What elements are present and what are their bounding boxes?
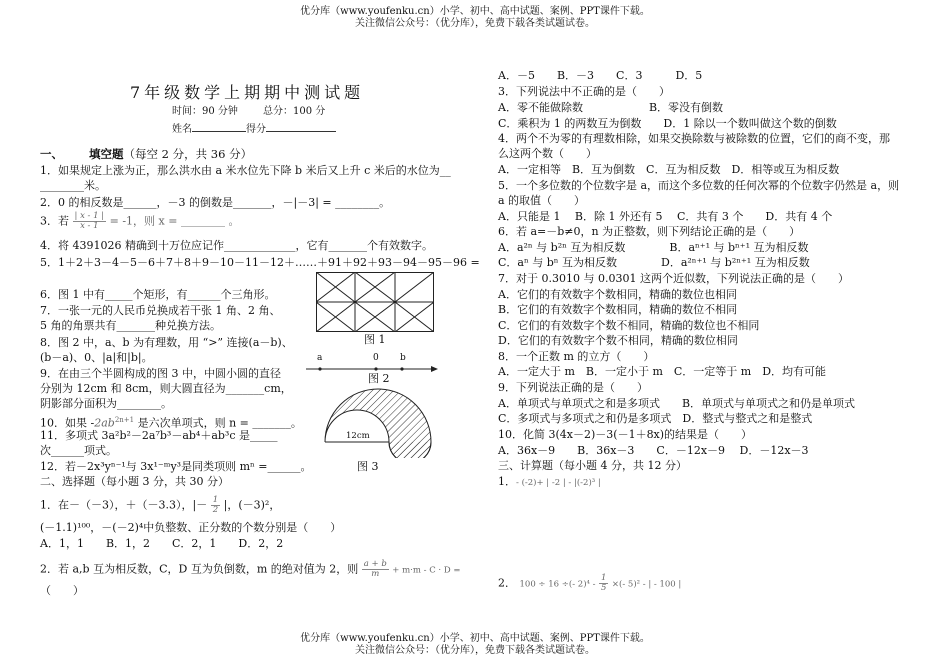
calc-1-number: 1． xyxy=(498,475,516,488)
calc-2-fraction-num: 1 xyxy=(601,573,607,583)
score-label: 总分：100 分 xyxy=(263,106,326,117)
q7-line-2: 5 角的角票共有_______种兑换方法。 xyxy=(40,319,221,332)
figure-3-length-label: 12cm xyxy=(346,431,370,441)
section-1-title: 填空题 xyxy=(89,147,124,161)
q10-prefix: 10．如果 - xyxy=(40,416,95,430)
c7-option-b: B．它们的有效数字个数相同，精确的数位不相同 xyxy=(498,303,738,316)
section-3-heading: 三、计算题（每小题 4 分，共 12 分） xyxy=(498,459,687,472)
c1-prefix: 1．在－（－3），＋（－3.3），|－ xyxy=(40,498,208,512)
q3-fraction-den: x - 1 xyxy=(80,221,99,231)
figure-2-label-zero: 0 xyxy=(373,353,379,363)
q3-fraction-num: | x - 1 | xyxy=(74,211,105,221)
q9-line-3: 阴影部分面积为________。 xyxy=(40,397,172,410)
figure-1 xyxy=(316,272,434,332)
c7: 7．对于 0.3010 与 0.0301 这两个近似数，下列说法正确的是（ ） xyxy=(498,272,849,285)
c1-line-1 xyxy=(40,496,280,515)
q10 xyxy=(40,413,302,431)
q3-prefix: 3．若 xyxy=(40,214,69,228)
c1-fraction xyxy=(211,496,220,515)
page-title: 7年级数学上期期中测试题 xyxy=(130,83,365,102)
c8: 8．一个正数 m 的立方（ ） xyxy=(498,350,655,363)
section-2-heading: 二、选择题（每小题 3 分，共 30 分） xyxy=(40,475,229,488)
q8-line-1: 8．图 2 中，a、b 为有理数，用 “>” 连接(a－b)、 xyxy=(40,336,293,349)
calc-2-suffix: ×(- 5)² - | - 100 | xyxy=(611,579,682,590)
c5-options: A．只能是 1 B．除 1 外还有 5 C．共有 3 个 D．共有 4 个 xyxy=(498,210,833,223)
c8-options: A．一定大于 m B．一定小于 m C．一定等于 m D．均有可能 xyxy=(498,365,827,378)
q3-suffix: = -1，则 x = ________ 。 xyxy=(109,214,240,228)
c2-fraction-num: a + b xyxy=(363,559,387,569)
c5-line-1: 5．一个多位数的个位数字是 a，而这个多位数的任何次幂的个位数字仍然是 a，则 xyxy=(498,179,900,192)
calc-2 xyxy=(498,574,681,593)
calc-2-prefix: 100 ÷ 16 ÷(- 2)⁴ - xyxy=(519,579,596,590)
q2: 2．0 的相反数是______，－3 的倒数是_______，－|－3| = ________。 xyxy=(40,196,391,209)
calc-1-expression: - (-2)+ | -2 | - |(-2)³ | xyxy=(516,478,601,488)
c10: 10．化简 3(4x－2)－3(－1＋8x)的结果是（ ） xyxy=(498,428,753,441)
figure-2-caption: 图 2 xyxy=(368,372,390,385)
figure-3 xyxy=(320,386,435,458)
q3-fraction xyxy=(73,212,107,231)
section-1-note: （每空 2 分，共 36 分） xyxy=(123,147,253,161)
c7-option-d: D．它们的有效数字个数不相同，精确的数位相同 xyxy=(498,334,738,347)
c6: 6．若 a=－b≠0，n 为正整数，则下列结论正确的是（ ） xyxy=(498,225,801,238)
q12: 12．若－2x³yⁿ⁻¹与 3x¹⁻ᵐy³是同类项则 mⁿ =______。 xyxy=(40,460,312,473)
q9-line-2: 分别为 12cm 和 8cm，则大圆直径为_______cm， xyxy=(40,382,292,395)
c9: 9．下列说法正确的是（ ） xyxy=(498,381,648,394)
q9-line-1: 9．在由三个半圆构成的图 3 中，中圆小圆的直径 xyxy=(40,367,281,380)
q10-expr: 2ab xyxy=(94,416,115,430)
c2-options: A．－5 B．－3 C．3 D．5 xyxy=(498,69,703,82)
c3-options-ab: A．零不能做除数 B．零没有倒数 xyxy=(498,101,724,114)
c4-line-1: 4．两个不为零的有理数相除，如果交换除数与被除数的位置，它们的商不变，那 xyxy=(498,132,890,145)
c9-options-ab: A．单项式与单项式之和是多项式 B．单项式与单项式之和仍是单项式 xyxy=(498,397,856,410)
calc-2-number: 2． xyxy=(498,576,516,590)
calc-2-fraction-den: 5 xyxy=(601,583,607,593)
q4: 4．将 4391026 精确到十万位应记作_____________，它有_______个有效数字。 xyxy=(40,239,433,252)
section-1-number: 一、 xyxy=(40,147,63,161)
q1-line-1: 1．如果规定上涨为正，那么洪水由 a 米水位先下降 b 米后又上升 c 米后的水位为__ xyxy=(40,164,451,177)
footer-line-2: 关注微信公众号：（优分库），免费下载各类试题试卷。 xyxy=(355,645,595,656)
q11-line-1: 11．多项式 3a²b²－2a⁷b³－ab⁴＋ab³c 是_____ xyxy=(40,429,278,442)
c2-fraction xyxy=(362,560,389,579)
header-line-1: 优分库（www.youfenku.cn）小学、初中、高中试题、案例、PPT课件下载。 xyxy=(300,6,650,17)
c2-suffix: + m·m - C · D = xyxy=(392,565,461,576)
calc-2-fraction xyxy=(599,574,608,593)
got-label: 得分 xyxy=(246,124,266,135)
c7-option-a: A．它们的有效数字个数相同，精确的数位也相同 xyxy=(498,288,737,301)
q10-exponent: 2n+1 xyxy=(114,416,135,424)
c1-fraction-den: 2 xyxy=(212,505,219,515)
c10-options: A．36x－9 B．36x－3 C．－12x－9 D．－12x－3 xyxy=(498,444,809,457)
q10-suffix: 是六次单项式，则 n = _______。 xyxy=(137,416,302,430)
c1-line-2: (－1.1)¹⁰⁰，－(－2)⁴中负整数、正分数的个数分别是（ ） xyxy=(40,521,342,534)
c2-prefix: 2．若 a,b 互为相反数，C，D 互为负倒数，m 的绝对值为 2，则 xyxy=(40,562,359,576)
c7-option-c: C．它们的有效数字个数不相同，精确的数位也不相同 xyxy=(498,319,760,332)
section-1-heading xyxy=(40,146,252,162)
figure-1-caption: 图 1 xyxy=(364,333,386,346)
time-label: 时间：90 分钟 xyxy=(172,106,238,117)
q11-line-2: 次______项式。 xyxy=(40,444,117,457)
c1-options: A．1，1 B．1，2 C．2，1 D．2，2 xyxy=(40,537,284,550)
c6-options-ab: A．a²ⁿ 与 b²ⁿ 互为相反数 B．aⁿ⁺¹ 与 bⁿ⁺¹ 互为相反数 xyxy=(498,241,809,254)
name-label: 姓名 xyxy=(172,124,192,135)
c2-paren: （ ） xyxy=(40,584,84,597)
q3 xyxy=(40,212,239,231)
figure-2-label-b: b xyxy=(400,353,406,363)
figure-2-label-a: a xyxy=(317,353,323,363)
name-blank xyxy=(192,120,246,132)
c1-suffix: |，(－3)²， xyxy=(223,498,281,512)
c2-fraction-den: m xyxy=(371,569,380,579)
q8-line-2: (b－a)、0、|a|和|b|。 xyxy=(40,351,153,364)
q1-line-2: ________米。 xyxy=(40,179,106,192)
c6-options-cd: C．aⁿ 与 bⁿ 互为相反数 D．a²ⁿ⁺¹ 与 b²ⁿ⁺¹ 互为相反数 xyxy=(498,256,810,269)
score-blank xyxy=(266,120,336,132)
figure-3-caption: 图 3 xyxy=(357,460,379,473)
c9-options-cd: C．多项式与多项式之和仍是多项式 D．整式与整式之和是整式 xyxy=(498,412,813,425)
footer-line-1: 优分库（www.youfenku.cn）小学、初中、高中试题、案例、PPT课件下载。 xyxy=(300,633,650,644)
c3: 3．下列说法中不正确的是（ ） xyxy=(498,85,670,98)
q6: 6．图 1 中有_____个矩形，有______个三角形。 xyxy=(40,288,276,301)
c4-line-2: 么这两个数（ ） xyxy=(498,147,597,160)
name-field[interactable] xyxy=(172,120,336,135)
q5: 5．1＋2＋3－4－5－6＋7＋8＋9－10－11－12＋……＋91＋92＋93－94－95－96 = xyxy=(40,256,480,269)
c3-options-cd: C．乘积为 1 的两数互为倒数 D．1 除以一个数叫做这个数的倒数 xyxy=(498,117,837,130)
c5-line-2: a 的取值（ ） xyxy=(498,194,586,207)
calc-1 xyxy=(498,475,601,490)
header-line-2: 关注微信公众号：（优分库），免费下载各类试题试卷。 xyxy=(355,18,595,29)
c1-fraction-num: 1 xyxy=(212,495,219,505)
c4-options: A．一定相等 B．互为倒数 C．互为相反数 D．相等或互为相反数 xyxy=(498,163,840,176)
q7-line-1: 7．一张一元的人民币兑换成若干张 1 角、2 角、 xyxy=(40,304,281,317)
c2 xyxy=(40,560,460,579)
